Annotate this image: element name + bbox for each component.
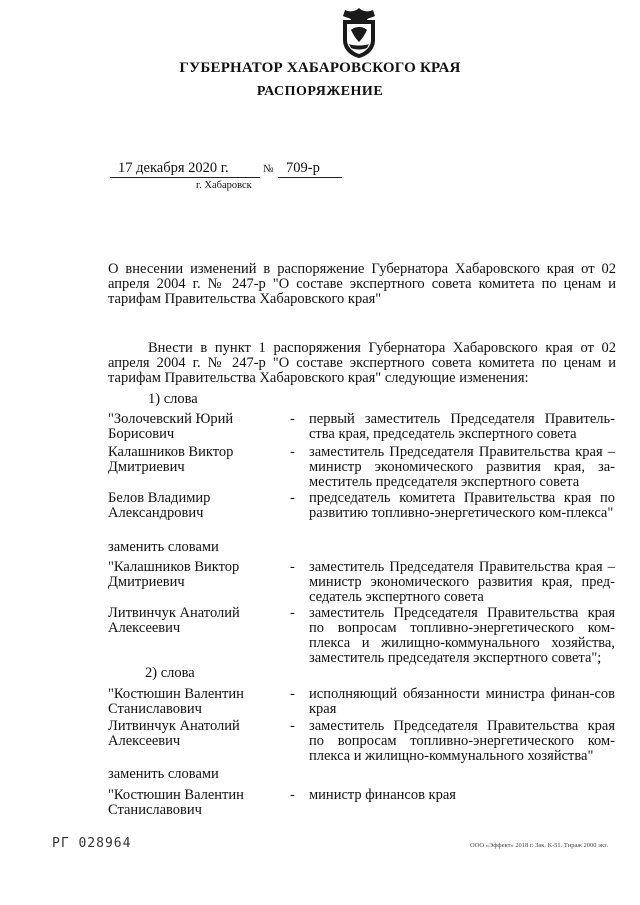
person-name: "Костюшин Валентин Станиславович [108,787,244,818]
dash-separator: - [290,490,295,506]
dash-separator: - [290,411,295,427]
number-sign: № [263,163,274,175]
person-position: первый заместитель Председателя Правитель-ства края, председатель экспертного совета [309,411,615,442]
coat-of-arms-icon [337,6,381,60]
person-name: Литвинчук Анатолий Алексеевич [108,718,240,749]
document-number: 709-р [278,160,342,178]
document-subject: О внесении изменений в распоряжение Губернатора Хабаровского края от 02 апреля 2004 г. № 247-р "О составе экспертного совета комитета по ценам и тарифам Правительства Хабаровского края" [108,261,616,307]
person-position: заместитель Председателя Правительства края – министр экономического развития края, пред-седатель экспертного совета [309,559,615,605]
person-name: Литвинчук Анатолий Алексеевич [108,605,240,636]
printer-imprint: ООО «Эффект» 2018 г. Зак. К-51. Тираж 2000 экз. [470,842,609,849]
person-name: Белов Владимир Александрович [108,490,211,521]
document-type-title: РАСПОРЯЖЕНИЕ [256,84,384,99]
person-position: заместитель Председателя Правительства края по вопросам топливно-энергетического ком-плекса и жилищно-коммунального хозяйства" [309,718,615,764]
dash-separator: - [290,559,295,575]
dash-separator: - [290,605,295,621]
document-city: г. Хабаровск [196,180,252,191]
person-position: заместитель Председателя Правительства края по вопросам топливно-энергетического ком-плекса и жилищно-коммунального хозяйства, заместитель председателя экспертного совета"; [309,605,615,666]
person-name: "Калашников Виктор Дмитриевич [108,559,240,590]
person-position: председатель комитета Правительства края по развитию топливно-энергетического ком-плекса" [309,490,615,521]
dash-separator: - [290,686,295,702]
person-name: Калашников Виктор Дмитриевич [108,444,234,475]
person-position: исполняющий обязанности министра финан-сов края [309,686,615,717]
person-name: "Золочевский Юрий Борисович [108,411,234,442]
person-name: "Костюшин Валентин Станиславович [108,686,244,717]
person-position: министр финансов края [309,787,456,803]
governor-title: ГУБЕРНАТОР ХАБАРОВСКОГО КРАЯ [179,60,461,76]
intro-paragraph: Внести в пункт 1 распоряжения Губернатора Хабаровского края от 02 апреля 2004 г. № 247-р "О составе экспертного совета комитета по ценам и тарифам Правительства Хабаровского края" следующие изменения: [108,340,616,386]
document-date: 17 декабря 2020 г. [110,160,260,178]
item-2-label: 2) слова [145,665,195,681]
dash-separator: - [290,444,295,460]
dash-separator: - [290,787,295,803]
person-position: заместитель Председателя Правительства края – министр экономического развития края, за-меститель председателя экспертного совета [309,444,615,490]
item-1-label: 1) слова [148,391,198,407]
replace-label: заменить словами [108,766,219,782]
dash-separator: - [290,718,295,734]
form-serial-number: РГ 028964 [52,836,132,851]
replace-label: заменить словами [108,539,219,555]
